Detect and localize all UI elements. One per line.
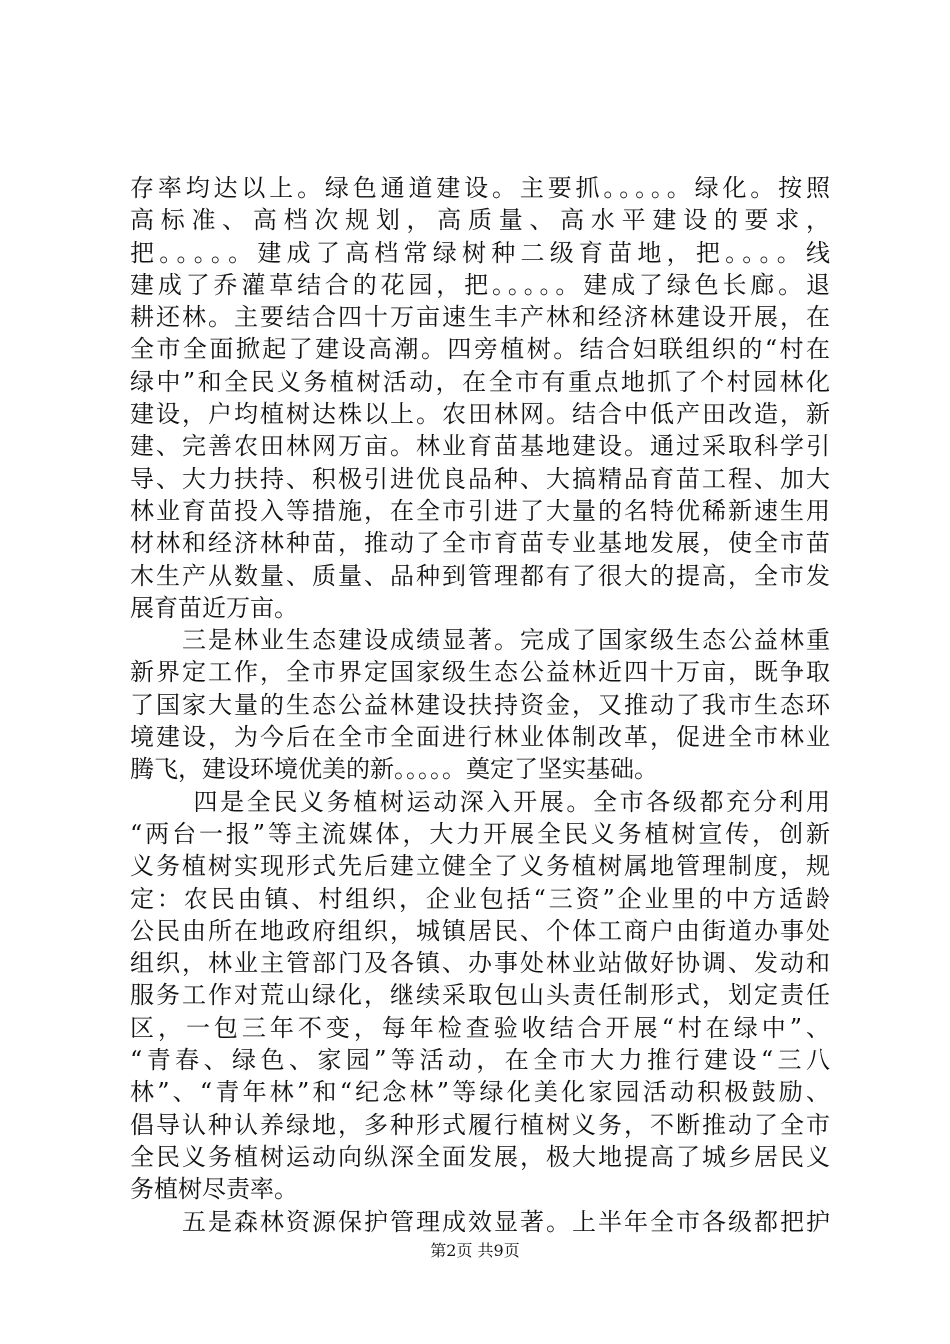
text-line: 义务植树实现形式先后建立健全了义务植树属地管理制度，规 <box>130 852 830 881</box>
text-line: 木生产从数量、质量、品种到管理都有了很大的提高，全市发 <box>130 561 830 590</box>
text-line: 五是森林资源保护管理成效显著。上半年全市各级都把护 <box>130 1207 830 1236</box>
text-line: 绿中”和全民义务植树活动，在全市有重点地抓了个村园林化 <box>130 367 830 396</box>
text-line: 林”、“青年林”和“纪念林”等绿化美化家园活动积极鼓励、 <box>130 1078 830 1107</box>
text-line: 组织，林业主管部门及各镇、办事处林业站做好协调、发动和 <box>130 949 830 978</box>
text-line: 务植树尽责率。 <box>130 1175 298 1204</box>
text-line: 四是全民义务植树运动深入开展。全市各级都充分利用 <box>130 787 830 816</box>
text-line: “两台一报”等主流媒体，大力开展全民义务植树宣传，创新 <box>130 819 830 848</box>
text-line: 定：农民由镇、村组织，企业包括“三资”企业里的中方适龄 <box>130 884 830 913</box>
text-line: 建成了乔灌草结合的花园，把。。。。。建成了绿色长廊。退 <box>130 270 830 299</box>
text-line: 新界定工作，全市界定国家级生态公益林近四十万亩，既争取 <box>130 658 830 687</box>
text-line: 材林和经济林种苗，推动了全市育苗专业基地发展，使全市苗 <box>130 529 830 558</box>
text-line: 把。。。。。建成了高档常绿树种二级育苗地，把。。。。线 <box>130 238 830 267</box>
text-line: 耕还林。主要结合四十万亩速生丰产林和经济林建设开展，在 <box>130 303 830 332</box>
text-line: 公民由所在地政府组织，城镇居民、个体工商户由街道办事处 <box>130 916 830 945</box>
body-text <box>130 172 830 1238</box>
text-line: 了国家大量的生态公益林建设扶持资金，又推动了我市生态环 <box>130 690 830 719</box>
text-line: 全民义务植树运动向纵深全面发展，极大地提高了城乡居民义 <box>130 1142 830 1171</box>
text-line: 倡导认种认养绿地，多种形式履行植树义务，不断推动了全市 <box>130 1110 830 1139</box>
text-line: 展育苗近万亩。 <box>130 593 298 622</box>
text-line: 服务工作对荒山绿化，继续采取包山头责任制形式，划定责任 <box>130 981 830 1010</box>
page-number-footer: 第2页 共9页 <box>430 1241 520 1260</box>
text-line: 腾飞，建设环境优美的新。。。。。奠定了坚实基础。 <box>130 755 658 784</box>
text-line: 区，一包三年不变，每年检查验收结合开展“村在绿中”、 <box>130 1013 830 1042</box>
text-line: 三是林业生态建设成绩显著。完成了国家级生态公益林重 <box>130 626 830 655</box>
text-line: 林业育苗投入等措施，在全市引进了大量的名特优稀新速生用 <box>130 496 830 525</box>
text-line: 导、大力扶持、积极引进优良品种、大搞精品育苗工程、加大 <box>130 464 830 493</box>
text-line: 高标准、高档次规划，高质量、高水平建设的要求， <box>130 206 830 235</box>
text-line: “青春、绿色、家园”等活动，在全市大力推行建设“三八 <box>130 1046 830 1075</box>
text-line: 存率均达以上。绿色通道建设。主要抓。。。。。绿化。按照 <box>130 174 830 202</box>
text-line: 境建设，为今后在全市全面进行林业体制改革，促进全市林业 <box>130 723 830 752</box>
text-line: 全市全面掀起了建设高潮。四旁植树。结合妇联组织的“村在 <box>130 335 830 364</box>
text-line: 建、完善农田林网万亩。林业育苗基地建设。通过采取科学引 <box>130 432 830 461</box>
text-line: 建设，户均植树达株以上。农田林网。结合中低产田改造，新 <box>130 400 830 429</box>
